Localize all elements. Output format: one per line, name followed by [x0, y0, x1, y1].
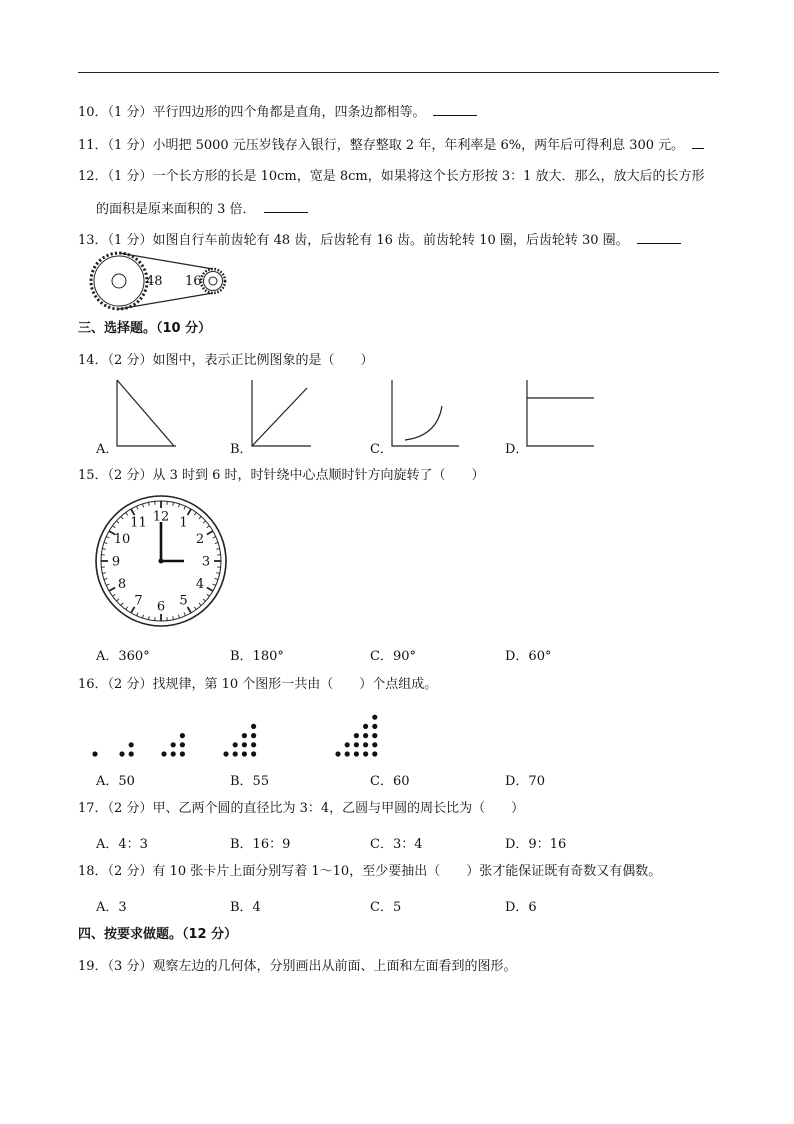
- clock-number: 3: [201, 554, 211, 570]
- answer-blank-13[interactable]: [637, 232, 681, 244]
- clock-tick: [106, 537, 109, 538]
- pattern-dot: [345, 742, 350, 747]
- q14-graph-a[interactable]: [116, 378, 178, 448]
- pattern-dot: [242, 733, 247, 738]
- pattern-dot: [372, 715, 377, 720]
- q18-option-c[interactable]: C．5: [370, 900, 402, 915]
- question-11-text: 11．（1 分）小明把 5000 元压岁钱存入银行，整存整取 2 年，年利率是 6%，两年后可得利息 300 元。: [78, 138, 685, 153]
- q15-option-b[interactable]: B．180°: [230, 649, 284, 664]
- question-18-text: 18．（2 分）有 10 张卡片上面分别写着 1～10，至少要抽出（ ）张才能保证既有奇数又有偶数。: [78, 864, 662, 879]
- clock-tick: [194, 607, 196, 610]
- clock-number: 7: [134, 593, 143, 609]
- pattern-dot: [363, 724, 368, 729]
- question-18: [78, 864, 661, 880]
- q18-option-b[interactable]: B．4: [230, 900, 261, 915]
- q16-option-c[interactable]: C．60: [370, 774, 410, 789]
- clock-tick: [149, 616, 150, 619]
- pattern-dot: [372, 733, 377, 738]
- question-12-line-1: [78, 169, 705, 185]
- clock-number: 8: [117, 577, 127, 592]
- pattern-dot: [354, 751, 359, 756]
- pattern-dot: [242, 742, 247, 747]
- clock-tick: [207, 531, 213, 535]
- q18-option-d[interactable]: D．6: [505, 900, 537, 915]
- clock-tick: [109, 588, 115, 592]
- q17-option-b[interactable]: B．16：9: [230, 837, 291, 852]
- clock-tick: [142, 504, 143, 507]
- clock-tick: [112, 594, 115, 596]
- pattern-dot: [345, 751, 350, 756]
- pattern-dot: [335, 751, 340, 756]
- q14-option-a-label[interactable]: A．: [96, 442, 119, 457]
- q16-option-d[interactable]: D．70: [505, 774, 545, 789]
- clock-tick: [106, 584, 109, 585]
- answer-blank-10[interactable]: [433, 104, 477, 116]
- q15-option-a[interactable]: A．360°: [96, 649, 150, 664]
- chain-bottom: [119, 293, 213, 309]
- pattern-dot: [363, 751, 368, 756]
- q17-option-a[interactable]: A．4：3: [96, 837, 148, 852]
- q14-option-d-label[interactable]: D．: [505, 442, 529, 457]
- clock-tick: [199, 603, 201, 606]
- answer-blank-12[interactable]: [264, 201, 308, 213]
- pattern-dot: [363, 733, 368, 738]
- clock-tick: [203, 521, 206, 523]
- clock-tick: [104, 542, 107, 543]
- q16-option-a[interactable]: A．50: [96, 774, 135, 789]
- clock-number: 9: [111, 554, 121, 570]
- question-17: [78, 801, 524, 817]
- question-15-text: 15．（2 分）从 3 时到 6 时，时针绕中心点顺时针方向旋转了（ ）: [78, 468, 485, 483]
- clock-tick: [173, 616, 174, 619]
- clock-tick: [126, 512, 128, 515]
- clock-tick: [112, 526, 115, 528]
- question-13-text: 13．（1 分）如图自行车前齿轮有 48 齿，后齿轮有 16 齿。前齿轮转 10 圈，后齿轮转 30 圈。: [78, 233, 629, 248]
- clock-tick: [216, 573, 219, 574]
- pattern-dot: [233, 751, 238, 756]
- pattern-dot: [180, 751, 185, 756]
- pattern-dot: [251, 724, 256, 729]
- back-gear-label: 16: [185, 274, 202, 289]
- question-16: [78, 677, 437, 693]
- clock-center: [159, 559, 164, 564]
- answer-blank-11[interactable]: [692, 137, 704, 149]
- clock-tick: [199, 516, 201, 519]
- clock-tick: [102, 573, 105, 574]
- bicycle-gears-figure: [90, 250, 235, 312]
- clock-number: 1: [179, 515, 188, 531]
- q17-option-d[interactable]: D．9：16: [505, 837, 567, 852]
- clock-tick: [104, 578, 107, 579]
- pattern-dot: [372, 724, 377, 729]
- clock-tick: [203, 599, 206, 601]
- question-12-line-2: [96, 201, 308, 218]
- clock-tick: [102, 549, 105, 550]
- pattern-dot: [171, 742, 176, 747]
- question-19-text: 19．（3 分）观察左边的几何体，分别画出从前面、上面和左面看到的图形。: [78, 959, 517, 974]
- header-rule: [78, 72, 719, 73]
- clock-number: 6: [156, 599, 166, 615]
- clock-tick: [184, 613, 185, 616]
- clock-tick: [215, 542, 218, 543]
- q14-option-c-label[interactable]: C．: [370, 442, 393, 457]
- clock-number: 5: [179, 593, 188, 609]
- q14-graph-d[interactable]: [526, 378, 596, 448]
- clock-tick: [178, 504, 179, 507]
- question-19: [78, 959, 516, 975]
- clock-tick: [184, 506, 185, 509]
- question-12-text-1: 12．（1 分）一个长方形的长是 10cm，宽是 8cm，如果将这个长方形按 3：1 放大．那么，放大后的长方形: [78, 169, 705, 184]
- section-4-title: 四、按要求做题。（12 分）: [78, 927, 238, 942]
- q17-option-c[interactable]: C．3：4: [370, 837, 423, 852]
- pattern-dot: [129, 742, 134, 747]
- clock-tick: [126, 607, 128, 610]
- clock-tick: [207, 526, 210, 528]
- q14-graph-c[interactable]: [391, 378, 461, 448]
- clock-tick: [131, 509, 135, 515]
- clock-number: 10: [113, 532, 131, 547]
- clock-tick: [173, 502, 174, 505]
- pattern-dot: [251, 751, 256, 756]
- question-14-text: 14．（2 分）如图中，表示正比例图象的是（ ）: [78, 353, 374, 368]
- q16-option-b[interactable]: B．55: [230, 774, 270, 789]
- clock-tick: [188, 607, 192, 613]
- question-12-text-2: 的面积是原来面积的 3 倍．: [96, 202, 256, 217]
- pattern-dot: [92, 751, 97, 756]
- clock-tick: [142, 615, 143, 618]
- question-17-text: 17．（2 分）甲、乙两个圆的直径比为 3：4，乙圆与甲圆的周长比为（ ）: [78, 801, 525, 816]
- clock-tick: [207, 594, 210, 596]
- clock-tick: [215, 578, 218, 579]
- pattern-dot: [251, 733, 256, 738]
- q18-option-a[interactable]: A．3: [96, 900, 127, 915]
- section-3-title: 三、选择题。（10 分）: [78, 321, 212, 336]
- dot-pattern-figure: [88, 696, 408, 760]
- pattern-dot: [129, 751, 134, 756]
- clock-number: 11: [130, 515, 147, 531]
- clock-tick: [213, 537, 216, 538]
- clock-tick: [216, 549, 219, 550]
- clock-figure: [94, 494, 228, 628]
- clock-tick: [149, 502, 150, 505]
- pattern-dot: [251, 742, 256, 747]
- pattern-dot: [354, 733, 359, 738]
- pattern-dot: [171, 751, 176, 756]
- pattern-dot: [180, 742, 185, 747]
- pattern-dot: [233, 742, 238, 747]
- q15-option-d[interactable]: D．60°: [505, 649, 552, 664]
- clock-tick: [116, 599, 119, 601]
- q14-option-b-label[interactable]: B．: [230, 442, 253, 457]
- question-11: [78, 137, 704, 154]
- pattern-dot: [372, 751, 377, 756]
- clock-tick: [116, 521, 119, 523]
- pattern-dot: [242, 751, 247, 756]
- clock-tick: [213, 584, 216, 585]
- front-gear-label: 48: [146, 274, 163, 289]
- front-gear: [91, 253, 147, 309]
- pattern-dot: [354, 742, 359, 747]
- clock-tick: [137, 613, 138, 616]
- clock-tick: [207, 588, 213, 592]
- pattern-dot: [372, 742, 377, 747]
- clock-tick: [194, 512, 196, 515]
- clock-tick: [121, 516, 123, 519]
- q14-graph-b[interactable]: [251, 378, 313, 448]
- chain-top: [119, 253, 213, 269]
- pattern-dot: [223, 751, 228, 756]
- clock-number: 2: [195, 532, 205, 547]
- question-13: [78, 232, 681, 249]
- question-14: [78, 353, 373, 369]
- pattern-dot: [180, 733, 185, 738]
- clock-number: 12: [152, 509, 170, 525]
- q15-option-c[interactable]: C．90°: [370, 649, 416, 664]
- pattern-dot: [119, 751, 124, 756]
- pattern-dot: [363, 742, 368, 747]
- question-10: [78, 104, 477, 121]
- question-15: [78, 468, 485, 484]
- clock-tick: [137, 506, 138, 509]
- question-10-text: 10．（1 分）平行四边形的四个角都是直角，四条边都相等。: [78, 105, 426, 120]
- clock-tick: [178, 615, 179, 618]
- clock-tick: [121, 603, 123, 606]
- pattern-dot: [161, 751, 166, 756]
- question-16-text: 16．（2 分）找规律，第 10 个图形一共由（ ）个点组成。: [78, 677, 438, 692]
- clock-tick: [188, 509, 192, 515]
- clock-number: 4: [195, 577, 205, 592]
- back-gear: [201, 269, 225, 293]
